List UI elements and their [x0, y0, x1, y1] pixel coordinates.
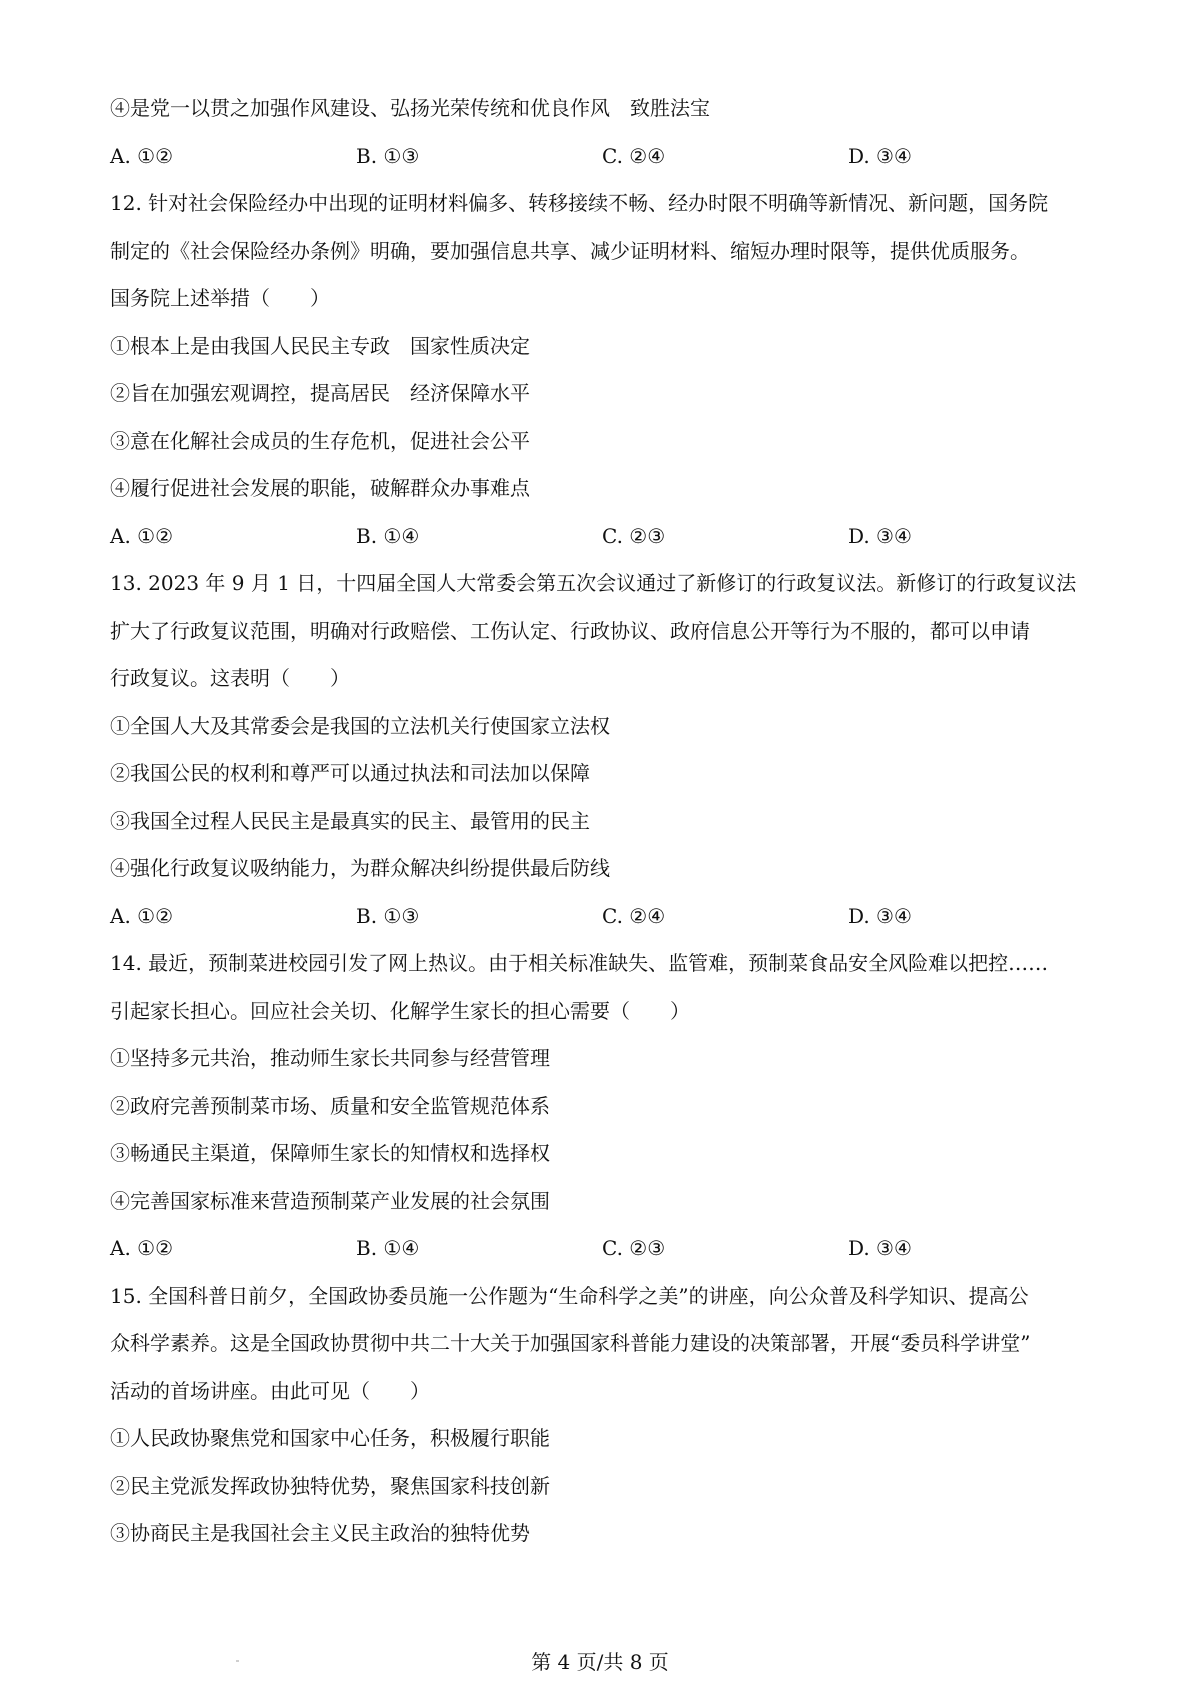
- option-line: ③协商民主是我国社会主义民主政治的独特优势: [110, 1521, 530, 1545]
- page-content: [110, 96, 1110, 1545]
- question-15-text: 众科学素养。这是全国政协贯彻中共二十大关于加强国家科普能力建设的决策部署，开展“委员科学讲堂”: [110, 1331, 1031, 1355]
- question-12-stem: 国务院上述举措（ ）: [110, 286, 330, 310]
- option-line: ②旨在加强宏观调控，提高居民 经济保障水平: [110, 381, 530, 405]
- choice-a: A. ①②: [110, 1236, 174, 1260]
- choice-a: A. ①②: [110, 903, 174, 928]
- question-13-stem: 行政复议。这表明（ ）: [110, 666, 350, 690]
- option-line: ①全国人大及其常委会是我国的立法机关行使国家立法权: [110, 713, 610, 738]
- answer-choices: [110, 524, 1110, 548]
- option-line: ③我国全过程人民民主是最真实的民主、最管用的民主: [110, 808, 590, 833]
- choice-d: D. ③④: [848, 523, 912, 548]
- answer-choices: [110, 144, 1110, 168]
- choice-b: B. ①③: [356, 903, 420, 928]
- option-line: ①人民政协聚焦党和国家中心任务，积极履行职能: [110, 1426, 550, 1450]
- question-12-text: 制定的《社会保险经办条例》明确，要加强信息共享、减少证明材料、缩短办理时限等，提供优质服务。: [110, 238, 1030, 263]
- option-line: ④是党一以贯之加强作风建设、弘扬光荣传统和优良作风 致胜法宝: [110, 96, 710, 120]
- choice-b: B. ①④: [356, 1236, 420, 1260]
- option-line: ④强化行政复议吸纳能力，为群众解决纠纷提供最后防线: [110, 856, 610, 880]
- option-line: ③畅通民主渠道，保障师生家长的知情权和选择权: [110, 1141, 550, 1165]
- answer-choices: [110, 904, 1110, 928]
- choice-c: C. ②③: [602, 523, 666, 548]
- question-12-text: 12. 针对社会保险经办中出现的证明材料偏多、转移接续不畅、经办时限不明确等新情况、新问题，国务院: [110, 191, 1049, 215]
- choice-c: C. ②③: [602, 1236, 666, 1260]
- option-line: ②我国公民的权利和尊严可以通过执法和司法加以保障: [110, 761, 590, 785]
- choice-a: A. ①②: [110, 523, 174, 548]
- question-15-text: 15. 全国科普日前夕，全国政协委员施一公作题为“生命科学之美”的讲座，向公众普及科学知识、提高公: [110, 1283, 1029, 1308]
- choice-b: B. ①③: [356, 143, 420, 168]
- choice-c: C. ②④: [602, 903, 666, 928]
- question-14-text: 14. 最近，预制菜进校园引发了网上热议。由于相关标准缺失、监管难，预制菜食品安全风险难以把控……: [110, 951, 1049, 975]
- option-line: ④完善国家标准来营造预制菜产业发展的社会氛围: [110, 1188, 550, 1213]
- option-line: ④履行促进社会发展的职能，破解群众办事难点: [110, 476, 530, 500]
- option-line: ①坚持多元共治，推动师生家长共同参与经营管理: [110, 1046, 550, 1070]
- choice-d: D. ③④: [848, 903, 912, 928]
- choice-c: C. ②④: [602, 143, 666, 168]
- option-line: ②民主党派发挥政协独特优势，聚焦国家科技创新: [110, 1473, 550, 1498]
- option-line: ③意在化解社会成员的生存危机，促进社会公平: [110, 428, 530, 453]
- answer-choices: [110, 1236, 1110, 1260]
- page-footer: 第 4 页/共 8 页: [531, 1650, 669, 1674]
- question-14-stem: 引起家长担心。回应社会关切、化解学生家长的担心需要（ ）: [110, 998, 690, 1023]
- option-line: ②政府完善预制菜市场、质量和安全监管规范体系: [110, 1093, 550, 1118]
- question-13-text: 扩大了行政复议范围，明确对行政赔偿、工伤认定、行政协议、政府信息公开等行为不服的，都可以申请: [110, 618, 1030, 643]
- choice-d: D. ③④: [848, 143, 912, 168]
- choice-d: D. ③④: [848, 1236, 912, 1260]
- option-line: ①根本上是由我国人民民主专政 国家性质决定: [110, 333, 530, 358]
- choice-a: A. ①②: [110, 143, 174, 168]
- choice-b: B. ①④: [356, 523, 420, 548]
- question-13-text: 13. 2023 年 9 月 1 日，十四届全国人大常委会第五次会议通过了新修订的行政复议法。新修订的行政复议法: [110, 571, 1077, 595]
- question-15-stem: 活动的首场讲座。由此可见（ ）: [110, 1378, 430, 1403]
